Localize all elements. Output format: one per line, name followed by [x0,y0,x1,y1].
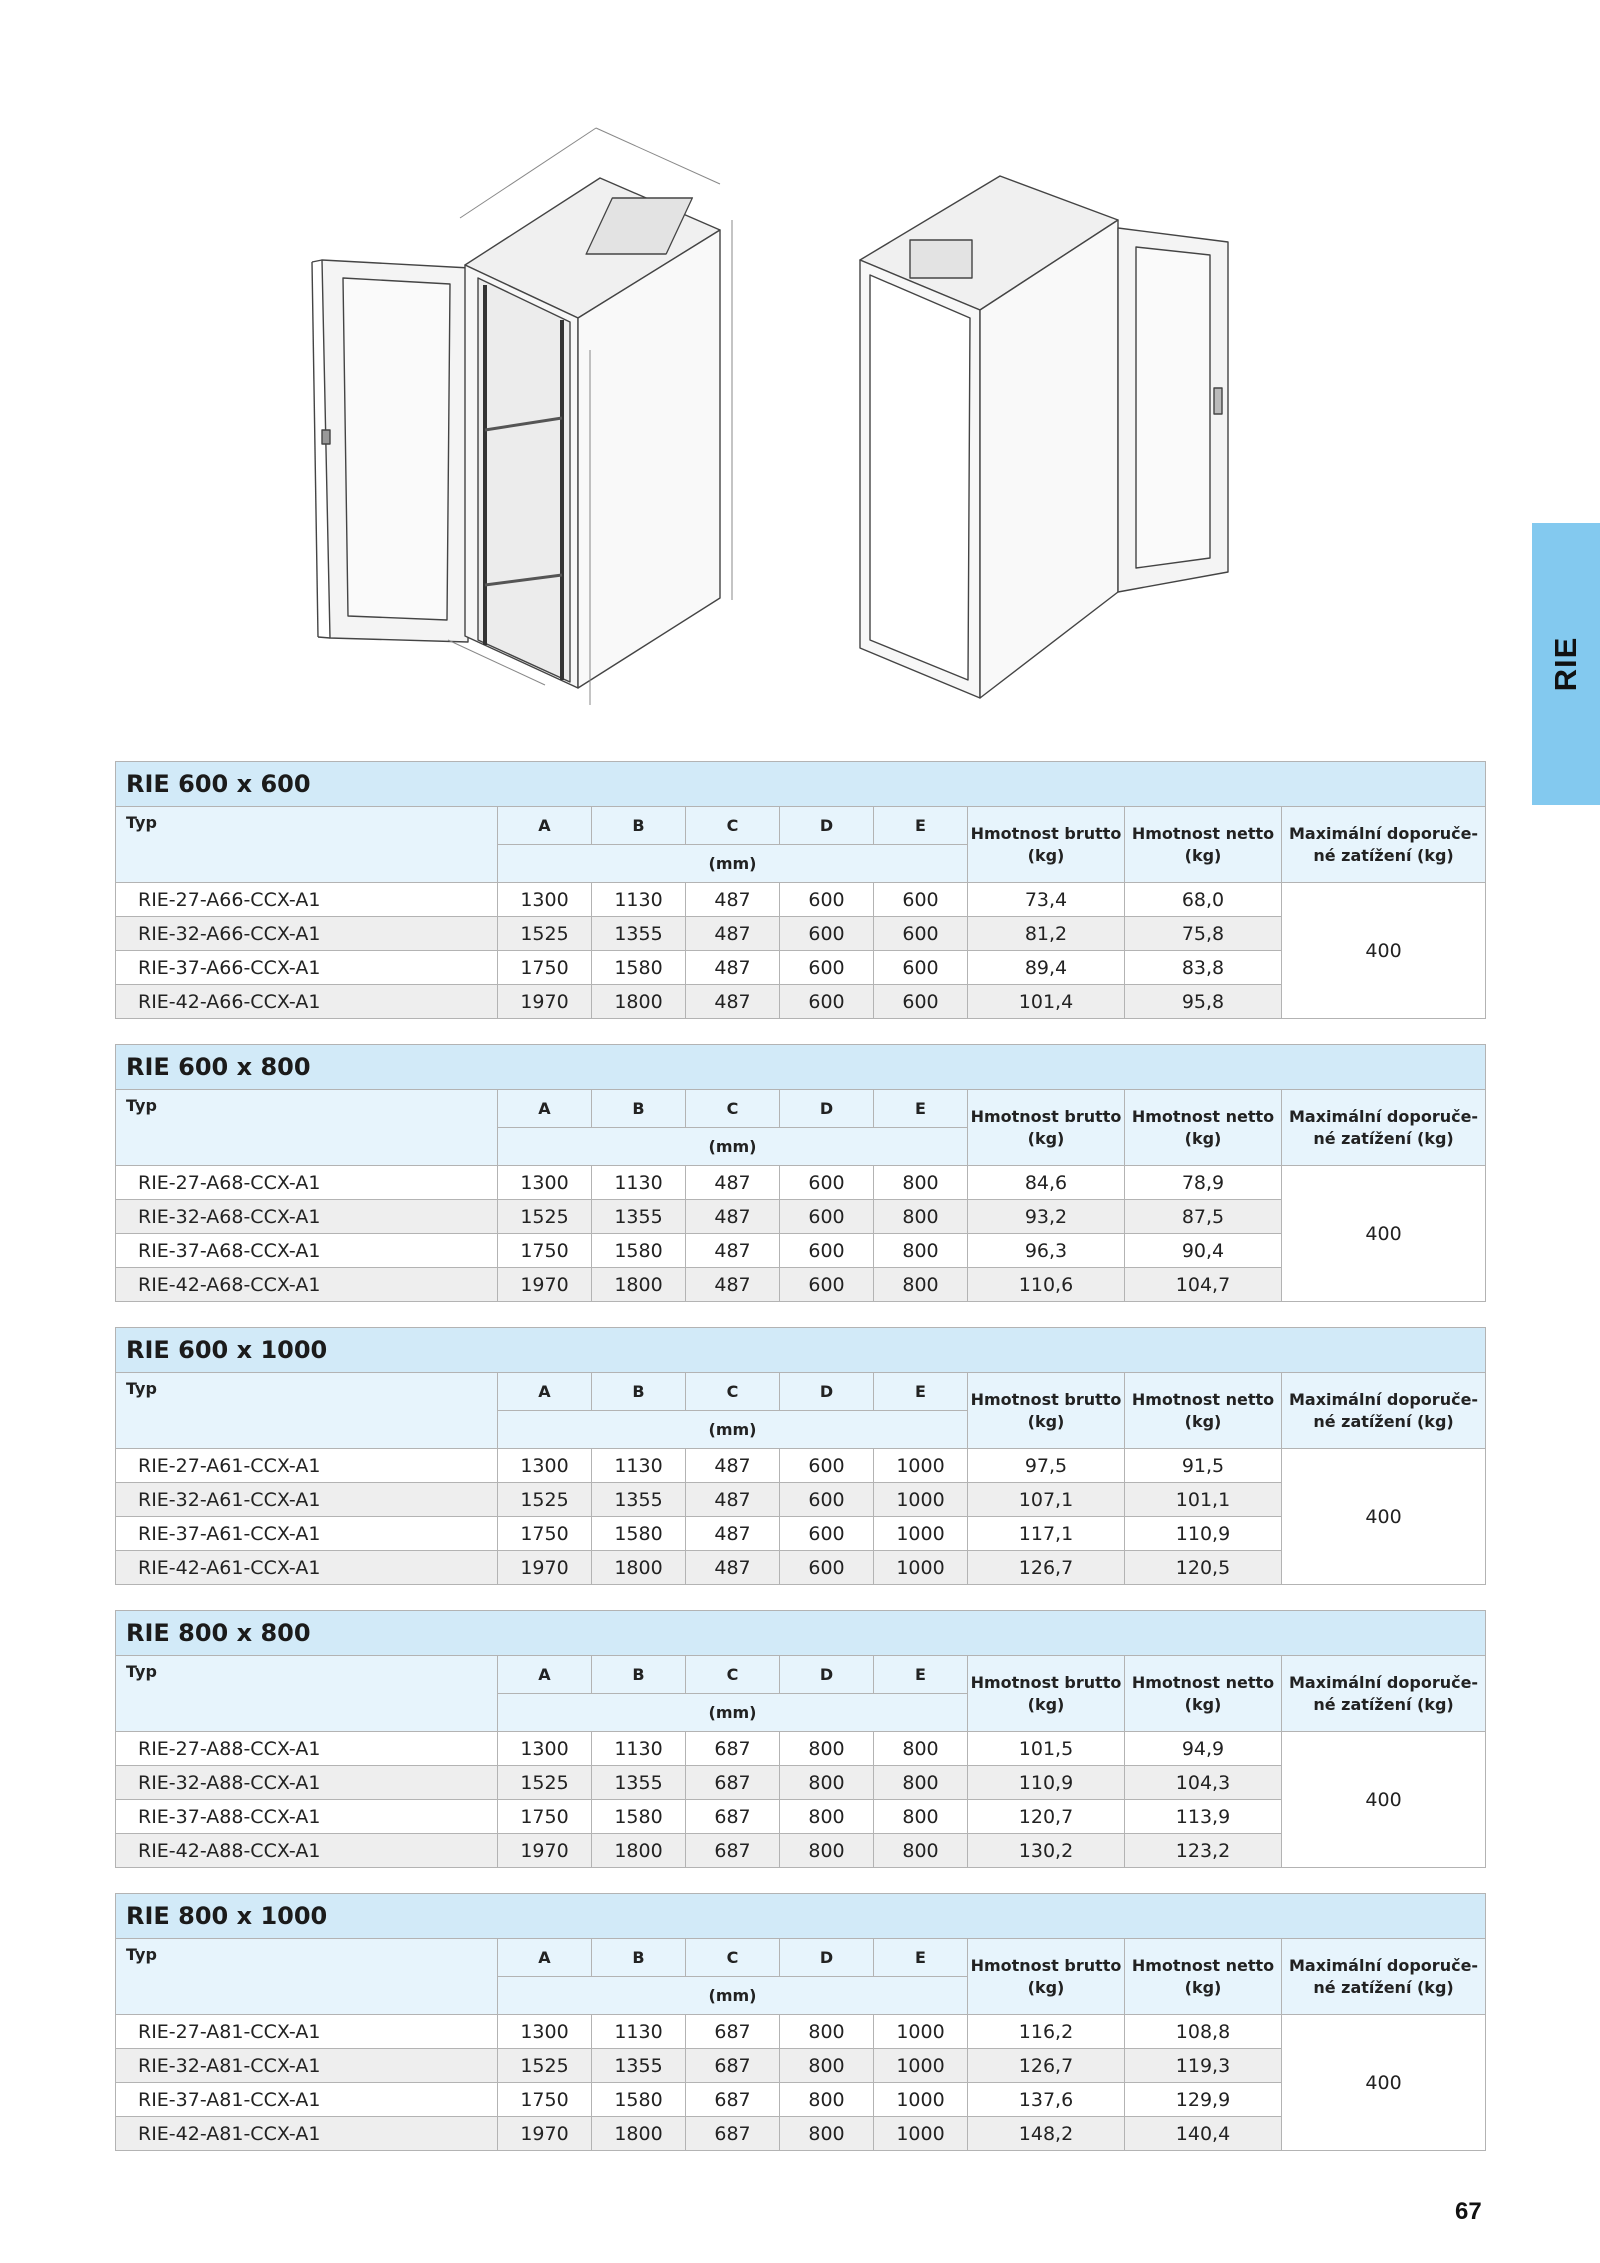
cell-a: 1970 [498,1834,592,1868]
col-header-c: C [686,807,780,845]
cell-b: 1800 [592,1551,686,1585]
cell-c: 487 [686,1483,780,1517]
col-header-brutto: Hmotnost brutto (kg) [968,807,1125,883]
cell-b: 1130 [592,2015,686,2049]
cell-brutto: 130,2 [968,1834,1125,1868]
table-title: RIE 600 x 800 [116,1045,1486,1090]
cell-brutto: 93,2 [968,1200,1125,1234]
cell-netto: 129,9 [1125,2083,1282,2117]
table-title: RIE 600 x 1000 [116,1328,1486,1373]
table-row [116,1732,1486,1766]
col-header-max-load: Maximální doporuče-né zatížení (kg) [1282,1090,1486,1166]
cell-b: 1580 [592,951,686,985]
cell-type: RIE-32-A66-CCX-A1 [116,917,498,951]
col-header-a: A [498,1656,592,1694]
cell-type: RIE-27-A88-CCX-A1 [116,1732,498,1766]
cell-d: 600 [780,1551,874,1585]
table-row [116,2117,1486,2151]
cell-c: 487 [686,1551,780,1585]
cell-c: 687 [686,2049,780,2083]
table-row [116,2015,1486,2049]
cell-max-load: 400 [1282,1449,1486,1585]
cell-brutto: 148,2 [968,2117,1125,2151]
cell-netto: 113,9 [1125,1800,1282,1834]
col-header-typ: Typ [116,1656,498,1732]
table-row [116,1766,1486,1800]
cell-netto: 83,8 [1125,951,1282,985]
col-header-max-load: Maximální doporuče-né zatížení (kg) [1282,1656,1486,1732]
cell-b: 1800 [592,985,686,1019]
cell-e: 600 [874,917,968,951]
cell-d: 800 [780,1766,874,1800]
col-header-e: E [874,1656,968,1694]
cell-b: 1355 [592,1483,686,1517]
spec-table [115,1893,1486,2151]
cell-c: 487 [686,951,780,985]
col-header-netto: Hmotnost netto (kg) [1125,1090,1282,1166]
table-row [116,2049,1486,2083]
cell-b: 1355 [592,2049,686,2083]
cell-netto: 120,5 [1125,1551,1282,1585]
cell-type: RIE-37-A61-CCX-A1 [116,1517,498,1551]
cell-e: 1000 [874,2083,968,2117]
cell-brutto: 84,6 [968,1166,1125,1200]
col-header-a: A [498,1090,592,1128]
cell-e: 1000 [874,2117,968,2151]
cell-brutto: 101,5 [968,1732,1125,1766]
cell-a: 1525 [498,2049,592,2083]
table-row [116,1166,1486,1200]
col-header-a: A [498,807,592,845]
cell-b: 1130 [592,1166,686,1200]
cell-c: 487 [686,917,780,951]
cell-netto: 95,8 [1125,985,1282,1019]
col-header-typ: Typ [116,1090,498,1166]
cell-type: RIE-32-A81-CCX-A1 [116,2049,498,2083]
table-row [116,1268,1486,1302]
unit-label: (mm) [498,1411,968,1449]
cell-c: 487 [686,1234,780,1268]
cell-brutto: 96,3 [968,1234,1125,1268]
cell-brutto: 97,5 [968,1449,1125,1483]
cell-netto: 75,8 [1125,917,1282,951]
cell-netto: 108,8 [1125,2015,1282,2049]
spec-table [115,761,1486,1019]
table-row [116,1517,1486,1551]
cell-e: 800 [874,1766,968,1800]
cell-d: 600 [780,917,874,951]
cell-netto: 94,9 [1125,1732,1282,1766]
cell-brutto: 126,7 [968,2049,1125,2083]
cell-d: 600 [780,1166,874,1200]
table-title: RIE 600 x 600 [116,762,1486,807]
col-header-e: E [874,1939,968,1977]
cell-e: 800 [874,1834,968,1868]
cell-type: RIE-37-A81-CCX-A1 [116,2083,498,2117]
table-title: RIE 800 x 1000 [116,1894,1486,1939]
cell-b: 1130 [592,1732,686,1766]
side-tab-label: RIE [1548,636,1583,692]
cell-type: RIE-32-A68-CCX-A1 [116,1200,498,1234]
col-header-c: C [686,1939,780,1977]
cell-c: 687 [686,1766,780,1800]
col-header-max-load: Maximální doporuče-né zatížení (kg) [1282,1373,1486,1449]
col-header-b: B [592,1656,686,1694]
cell-e: 800 [874,1200,968,1234]
cell-brutto: 81,2 [968,917,1125,951]
cell-type: RIE-27-A81-CCX-A1 [116,2015,498,2049]
unit-label: (mm) [498,1977,968,2015]
cell-type: RIE-37-A68-CCX-A1 [116,1234,498,1268]
cell-type: RIE-42-A61-CCX-A1 [116,1551,498,1585]
col-header-d: D [780,807,874,845]
cell-a: 1750 [498,951,592,985]
col-header-b: B [592,1939,686,1977]
cell-type: RIE-37-A88-CCX-A1 [116,1800,498,1834]
cell-a: 1300 [498,1449,592,1483]
cell-brutto: 89,4 [968,951,1125,985]
page-number: 67 [1455,2198,1482,2225]
cell-type: RIE-27-A68-CCX-A1 [116,1166,498,1200]
cell-d: 600 [780,1200,874,1234]
cell-e: 1000 [874,2015,968,2049]
cell-netto: 104,3 [1125,1766,1282,1800]
cell-a: 1750 [498,2083,592,2117]
cell-netto: 78,9 [1125,1166,1282,1200]
cell-a: 1300 [498,883,592,917]
cell-max-load: 400 [1282,2015,1486,2151]
col-header-brutto: Hmotnost brutto (kg) [968,1656,1125,1732]
col-header-e: E [874,1090,968,1128]
cell-d: 600 [780,1449,874,1483]
cell-brutto: 137,6 [968,2083,1125,2117]
cell-a: 1525 [498,1483,592,1517]
cell-e: 1000 [874,1551,968,1585]
cell-e: 600 [874,883,968,917]
col-header-max-load: Maximální doporuče-né zatížení (kg) [1282,807,1486,883]
cell-b: 1800 [592,1268,686,1302]
table-row [116,1834,1486,1868]
cell-a: 1750 [498,1234,592,1268]
cell-c: 687 [686,1732,780,1766]
col-header-a: A [498,1373,592,1411]
table-row [116,1800,1486,1834]
col-header-d: D [780,1656,874,1694]
cell-type: RIE-42-A66-CCX-A1 [116,985,498,1019]
col-header-c: C [686,1656,780,1694]
cell-b: 1580 [592,2083,686,2117]
table-row [116,883,1486,917]
cell-d: 800 [780,2015,874,2049]
cell-brutto: 117,1 [968,1517,1125,1551]
cell-e: 1000 [874,1449,968,1483]
cell-netto: 123,2 [1125,1834,1282,1868]
left-open-door [312,260,470,642]
cell-max-load: 400 [1282,1166,1486,1302]
cell-c: 487 [686,1449,780,1483]
table-row [116,917,1486,951]
cell-netto: 140,4 [1125,2117,1282,2151]
cell-b: 1355 [592,1766,686,1800]
spec-table [115,1327,1486,1585]
cell-b: 1130 [592,883,686,917]
col-header-netto: Hmotnost netto (kg) [1125,807,1282,883]
unit-label: (mm) [498,845,968,883]
cell-a: 1970 [498,1268,592,1302]
cell-a: 1970 [498,1551,592,1585]
cell-b: 1130 [592,1449,686,1483]
cell-c: 487 [686,1166,780,1200]
cell-a: 1300 [498,1166,592,1200]
cell-netto: 119,3 [1125,2049,1282,2083]
cell-d: 600 [780,985,874,1019]
cell-b: 1800 [592,1834,686,1868]
cell-type: RIE-42-A81-CCX-A1 [116,2117,498,2151]
cell-d: 600 [780,883,874,917]
col-header-brutto: Hmotnost brutto (kg) [968,1090,1125,1166]
cell-d: 800 [780,2049,874,2083]
table-row [116,1449,1486,1483]
cell-d: 600 [780,1517,874,1551]
col-header-typ: Typ [116,1939,498,2015]
cell-e: 600 [874,951,968,985]
cell-b: 1580 [592,1517,686,1551]
cell-c: 487 [686,1200,780,1234]
cell-d: 600 [780,1234,874,1268]
cell-brutto: 110,9 [968,1766,1125,1800]
cell-a: 1525 [498,917,592,951]
cell-type: RIE-37-A66-CCX-A1 [116,951,498,985]
col-header-a: A [498,1939,592,1977]
cell-d: 600 [780,1268,874,1302]
cell-d: 600 [780,1483,874,1517]
cell-type: RIE-27-A66-CCX-A1 [116,883,498,917]
cell-brutto: 73,4 [968,883,1125,917]
spec-table [115,1610,1486,1868]
col-header-e: E [874,807,968,845]
right-open-door [1118,228,1228,592]
col-header-d: D [780,1090,874,1128]
cell-netto: 101,1 [1125,1483,1282,1517]
unit-label: (mm) [498,1128,968,1166]
cell-e: 1000 [874,2049,968,2083]
cell-a: 1525 [498,1766,592,1800]
col-header-b: B [592,1090,686,1128]
cell-netto: 104,7 [1125,1268,1282,1302]
cell-type: RIE-42-A88-CCX-A1 [116,1834,498,1868]
cell-type: RIE-27-A61-CCX-A1 [116,1449,498,1483]
spec-table [115,1044,1486,1302]
cell-netto: 68,0 [1125,883,1282,917]
col-header-b: B [592,1373,686,1411]
table-row [116,1200,1486,1234]
cell-d: 800 [780,2117,874,2151]
cell-brutto: 110,6 [968,1268,1125,1302]
table-title: RIE 800 x 800 [116,1611,1486,1656]
cell-d: 800 [780,1834,874,1868]
col-header-typ: Typ [116,807,498,883]
cell-b: 1355 [592,1200,686,1234]
table-row [116,1551,1486,1585]
cell-brutto: 120,7 [968,1800,1125,1834]
cell-a: 1750 [498,1517,592,1551]
cell-a: 1750 [498,1800,592,1834]
cell-d: 600 [780,951,874,985]
cell-c: 687 [686,2015,780,2049]
cell-c: 487 [686,1517,780,1551]
cell-c: 487 [686,985,780,1019]
cell-d: 800 [780,1732,874,1766]
col-header-b: B [592,807,686,845]
cabinet-drawing [300,100,1300,740]
col-header-typ: Typ [116,1373,498,1449]
cell-c: 487 [686,1268,780,1302]
cell-c: 487 [686,883,780,917]
cell-a: 1525 [498,1200,592,1234]
cell-netto: 87,5 [1125,1200,1282,1234]
cell-brutto: 116,2 [968,2015,1125,2049]
cell-c: 687 [686,1834,780,1868]
cell-d: 800 [780,2083,874,2117]
cell-b: 1580 [592,1800,686,1834]
cell-b: 1800 [592,2117,686,2151]
cell-a: 1300 [498,1732,592,1766]
col-header-e: E [874,1373,968,1411]
cell-netto: 91,5 [1125,1449,1282,1483]
cell-netto: 110,9 [1125,1517,1282,1551]
cell-e: 800 [874,1732,968,1766]
table-row [116,2083,1486,2117]
cell-e: 800 [874,1800,968,1834]
table-row [116,1234,1486,1268]
col-header-netto: Hmotnost netto (kg) [1125,1939,1282,2015]
cell-e: 800 [874,1268,968,1302]
cell-a: 1970 [498,2117,592,2151]
cell-e: 600 [874,985,968,1019]
section-side-tab [1532,523,1600,805]
cell-d: 800 [780,1800,874,1834]
cell-brutto: 101,4 [968,985,1125,1019]
cell-a: 1300 [498,2015,592,2049]
cell-type: RIE-32-A88-CCX-A1 [116,1766,498,1800]
col-header-netto: Hmotnost netto (kg) [1125,1373,1282,1449]
col-header-brutto: Hmotnost brutto (kg) [968,1373,1125,1449]
cell-type: RIE-32-A61-CCX-A1 [116,1483,498,1517]
col-header-netto: Hmotnost netto (kg) [1125,1656,1282,1732]
cell-b: 1355 [592,917,686,951]
cell-b: 1580 [592,1234,686,1268]
cell-e: 800 [874,1234,968,1268]
col-header-d: D [780,1939,874,1977]
cell-c: 687 [686,1800,780,1834]
cell-netto: 90,4 [1125,1234,1282,1268]
table-row [116,1483,1486,1517]
unit-label: (mm) [498,1694,968,1732]
cell-brutto: 107,1 [968,1483,1125,1517]
col-header-d: D [780,1373,874,1411]
cell-c: 687 [686,2117,780,2151]
col-header-c: C [686,1090,780,1128]
cell-e: 800 [874,1166,968,1200]
col-header-brutto: Hmotnost brutto (kg) [968,1939,1125,2015]
cell-max-load: 400 [1282,1732,1486,1868]
cell-e: 1000 [874,1483,968,1517]
table-row [116,951,1486,985]
table-row [116,985,1486,1019]
cell-e: 1000 [874,1517,968,1551]
cell-a: 1970 [498,985,592,1019]
col-header-max-load: Maximální doporuče-né zatížení (kg) [1282,1939,1486,2015]
cell-brutto: 126,7 [968,1551,1125,1585]
cell-max-load: 400 [1282,883,1486,1019]
col-header-c: C [686,1373,780,1411]
cell-c: 687 [686,2083,780,2117]
cell-type: RIE-42-A68-CCX-A1 [116,1268,498,1302]
